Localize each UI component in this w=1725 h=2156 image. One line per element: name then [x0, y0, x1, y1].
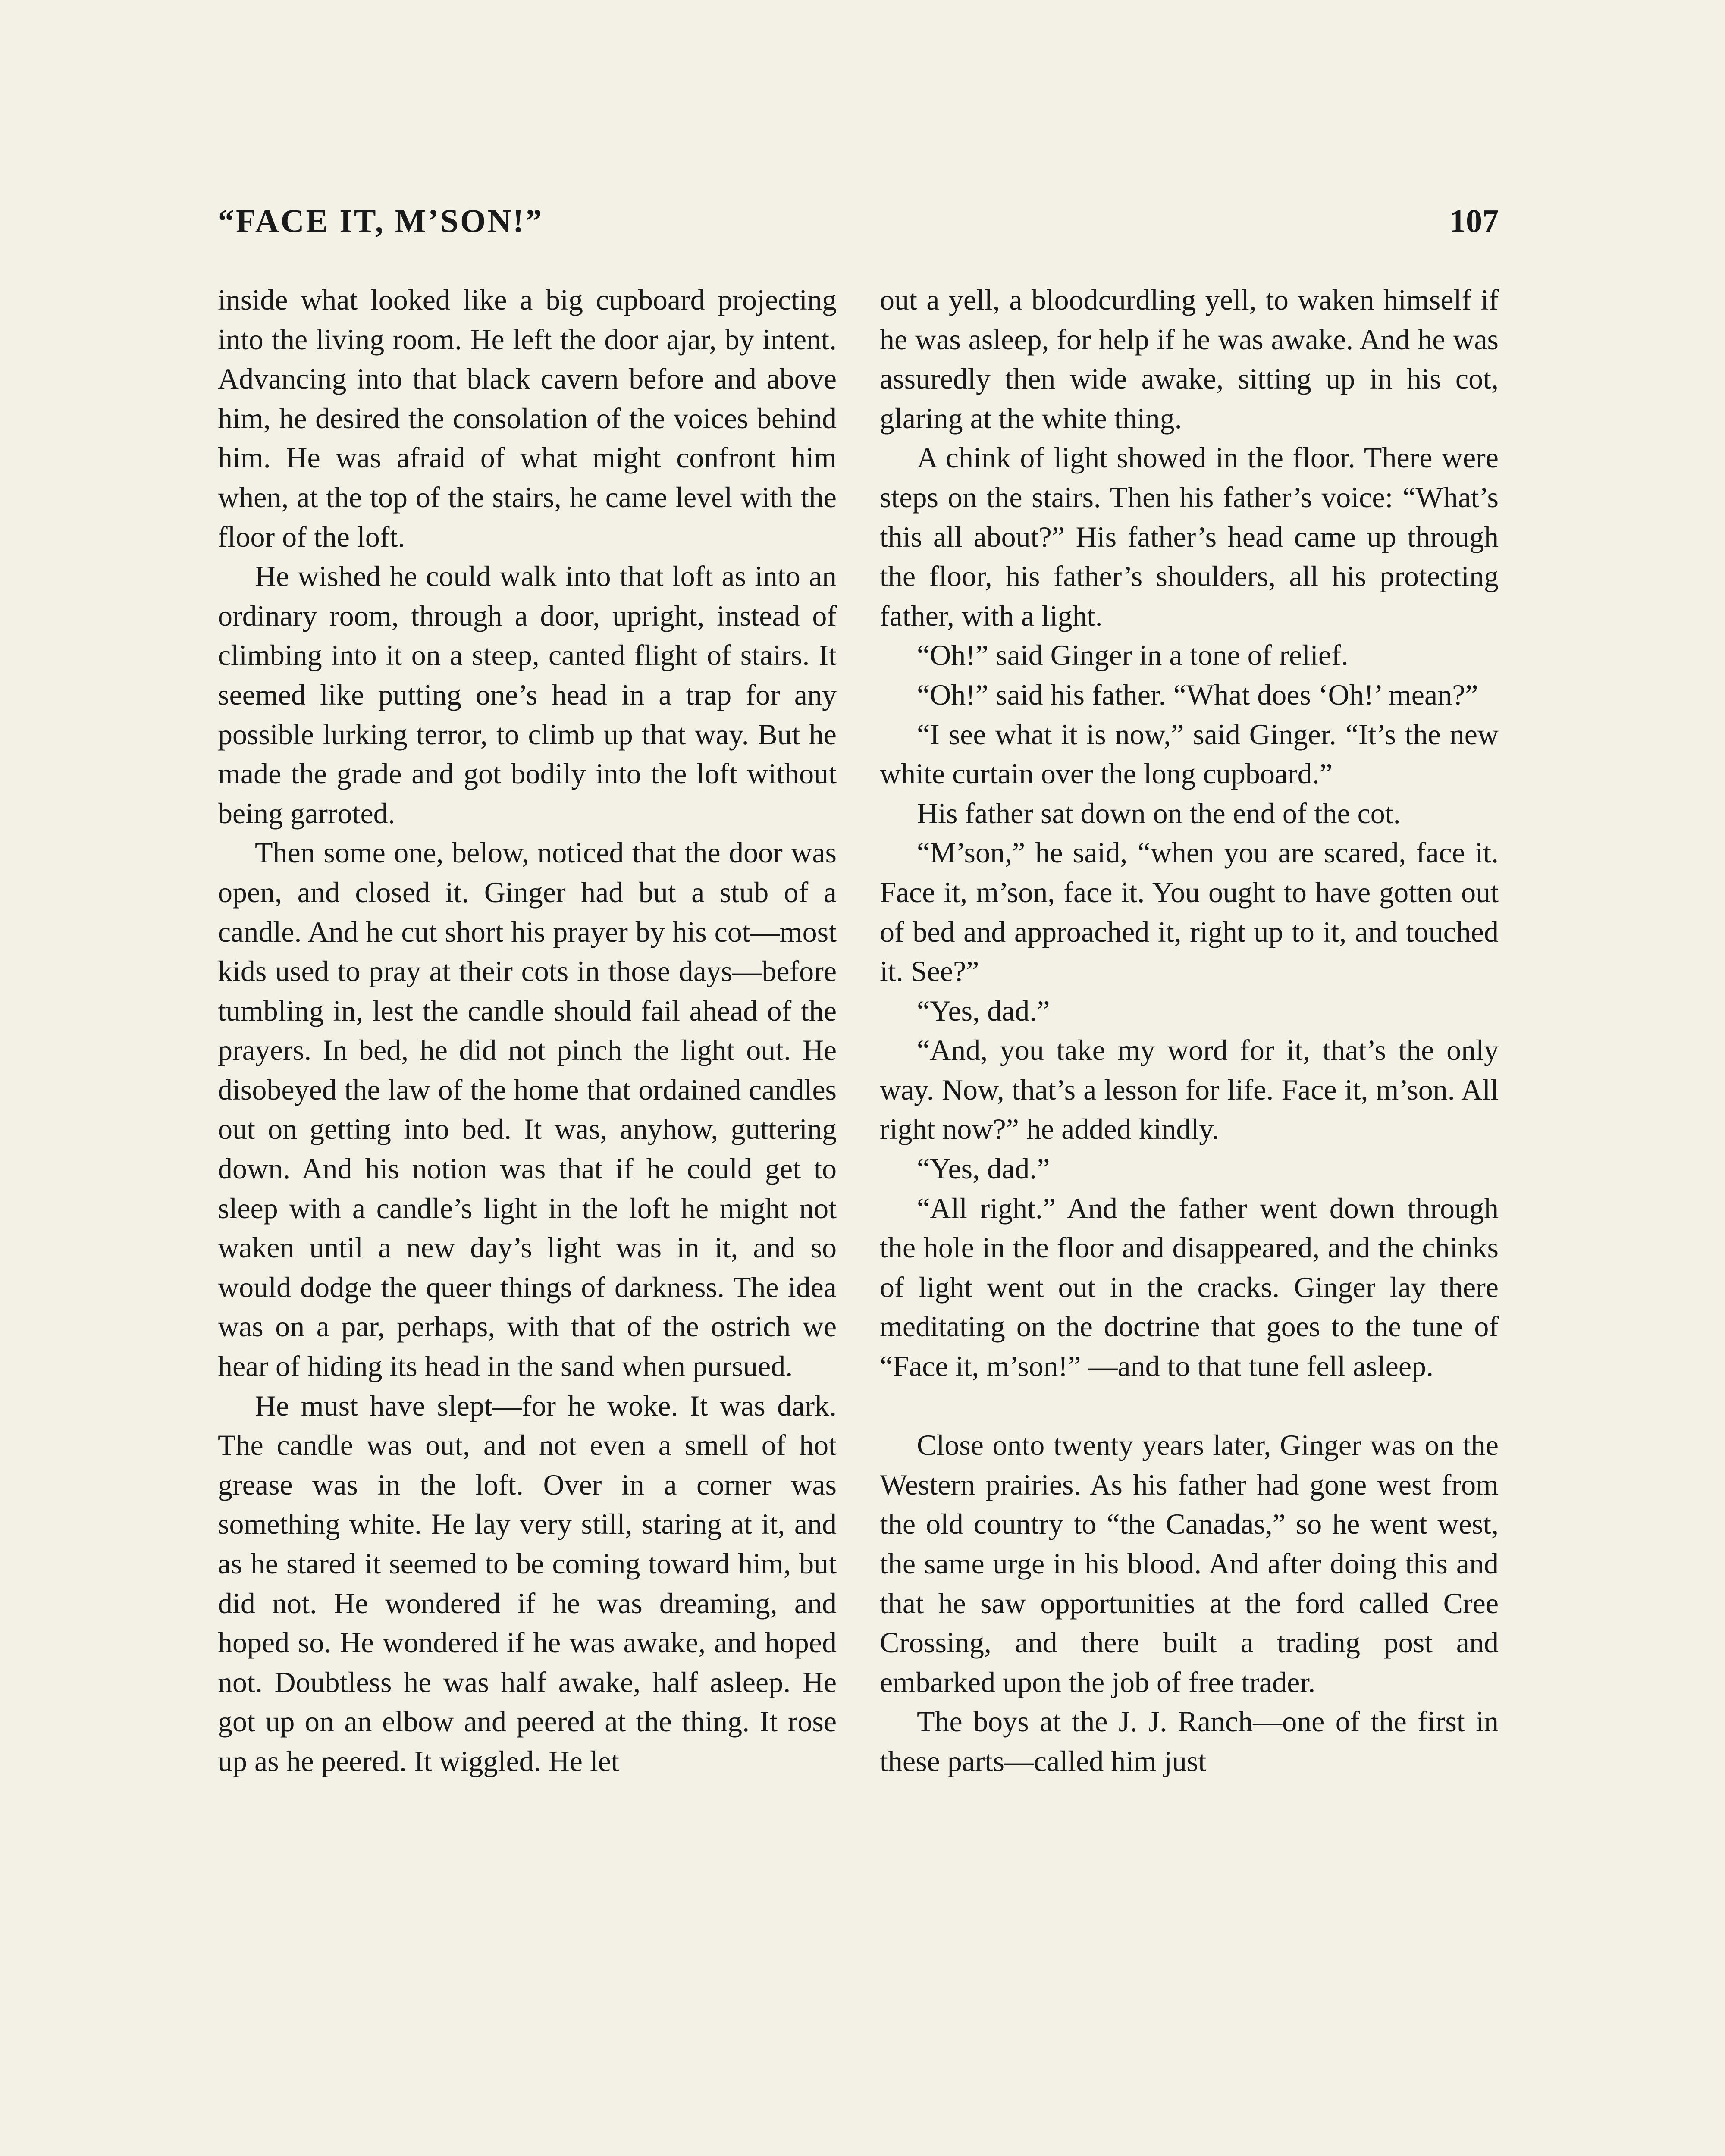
- paragraph: “Yes, dad.”: [917, 994, 1050, 1027]
- page-number: 107: [1449, 203, 1499, 239]
- paragraph: The boys at the J. J. Ranch—one of the first in these parts—called him just: [880, 1705, 1499, 1777]
- paragraph: He wished he could walk into that loft as into an ordinary room, through a door, upright, instead of climbing into it on a steep, canted flight of stairs. It seemed like putting one’s head in a trap for any possible lurking terror, to climb up that way. But he made the grade and got bodily into the loft without being garroted.: [218, 560, 837, 830]
- paragraph: “And, you take my word for it, that’s the only way. Now, that’s a lesson for life. Face it, m’son. All right now?” he added kindly.: [880, 1034, 1499, 1146]
- paragraph: “All right.” And the father went down through the hole in the floor and disappeared, and the chinks of light went out in the cracks. Ginger lay there meditating on the doctrine that goes to the tune of “Face it, m’son!” —and to that tune fell asleep.: [880, 1191, 1499, 1383]
- paragraph: “M’son,” he said, “when you are scared, face it. Face it, m’son, face it. You ought to have gotten out of bed and approached it, right up to it, and touched it. See?”: [880, 836, 1499, 988]
- paragraph: A chink of light showed in the floor. There were steps on the stairs. Then his father’s voice: “What’s this all about?” His father’s head came up through the floor, his father’s shoulders, all his protecting father, with a light.: [880, 441, 1499, 632]
- paragraph: “Yes, dad.”: [917, 1152, 1050, 1185]
- paragraph: “I see what it is now,” said Ginger. “It’s the new white curtain over the long cupboard.”: [880, 718, 1499, 790]
- paragraph: Then some one, below, noticed that the door was open, and closed it. Ginger had but a stub of a candle. And he cut short his prayer by his cot—most kids used to pray at their cots in those days—before tumbling in, lest the candle should fail ahead of the prayers. In bed, he did not pinch the light out. He disobeyed the law of the home that ordained candles out on getting into bed. It was, anyhow, guttering down. And his notion was that if he could get to sleep with a candle’s light in the loft he might not waken until a new day’s light was in it, and so would dodge the queer things of darkness. The idea was on a par, perhaps, with that of the ostrich we hear of hiding its head in the sand when pursued.: [218, 836, 837, 1383]
- paragraph: inside what looked like a big cupboard projecting into the living room. He left the door ajar, by intent. Advancing into that black cavern before and above him, he desired the consolation of the voices behind him. He was afraid of what might confront him when, at the top of the stairs, he came level with the floor of the loft.: [218, 283, 837, 553]
- paragraph: “Oh!” said his father. “What does ‘Oh!’ mean?”: [917, 678, 1478, 711]
- paragraph: He must have slept—for he woke. It was dark. The candle was out, and not even a smell of hot grease was in the loft. Over in a corner was something white. He lay very still, staring at it, and as he stared it seemed to be coming toward him, but did not. He wondered if he was dreaming, and hoped so. He wondered if he was awake, and hoped not. Doubtless he was half awake, half asleep. He got up on an elbow and peered at the thing. It rose up as he peered. It wiggled. He let: [218, 1389, 837, 1777]
- chapter-title: “FACE IT, M’SON!”: [218, 203, 544, 239]
- paragraph: out a yell, a bloodcurdling yell, to waken himself if he was asleep, for help if he was awake. And he was assuredly then wide awake, sitting up in his cot, glaring at the white thing.: [880, 283, 1499, 435]
- paragraph: His father sat down on the end of the cot.: [917, 796, 1401, 830]
- paragraph: Close onto twenty years later, Ginger was on the Western prairies. As his father had gone west from the old country to “the Canadas,” so he went west, the same urge in his blood. And after doing this and that he saw opportunities at the ford called Cree Crossing, and there built a trading post and embarked upon the job of free trader.: [880, 1429, 1499, 1698]
- left-text-column: [218, 280, 837, 1781]
- paragraph: “Oh!” said Ginger in a tone of relief.: [917, 639, 1349, 672]
- right-text-column: [880, 280, 1499, 1781]
